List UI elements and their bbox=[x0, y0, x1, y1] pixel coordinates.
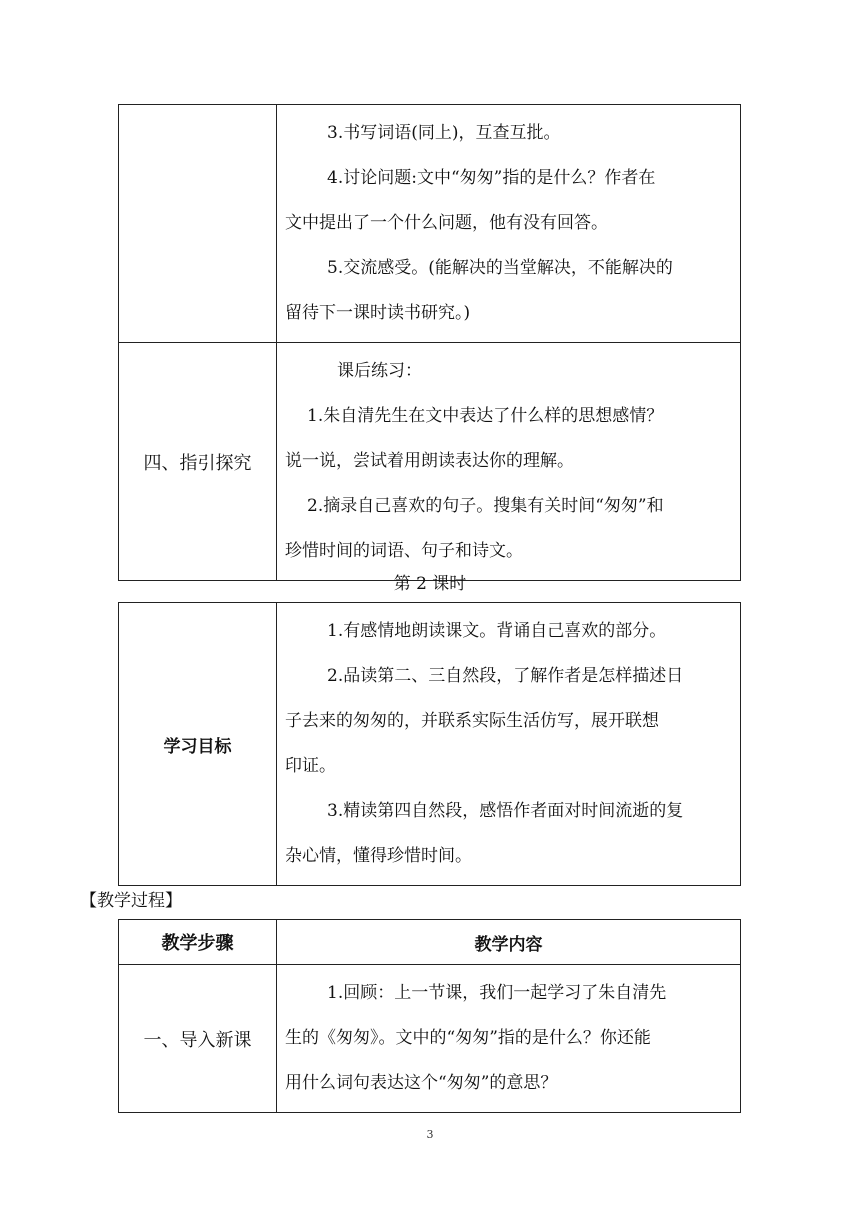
page-number: 3 bbox=[426, 1128, 434, 1141]
content-line: 留待下一课时读书研究。) bbox=[285, 303, 471, 323]
content-cell bbox=[277, 343, 741, 581]
goal-line: 子去来的匆匆的，并联系实际生活仿写，展开联想 bbox=[285, 711, 659, 731]
content-line: 珍惜时间的词语、句子和诗文。 bbox=[285, 541, 523, 561]
step-cell: 一、导入新课 bbox=[119, 965, 277, 1113]
goal-line: 印证。 bbox=[285, 756, 336, 776]
goal-line: 2.品读第二、三自然段，了解作者是怎样描述日 bbox=[327, 666, 684, 686]
header-content: 教学内容 bbox=[277, 920, 741, 965]
goal-line: 杂心情，懂得珍惜时间。 bbox=[285, 846, 472, 866]
content-line: 1.朱自清先生在文中表达了什么样的思想感情？ bbox=[307, 406, 664, 426]
content-line: 课后练习： bbox=[337, 361, 422, 381]
process-heading: 【教学过程】 bbox=[80, 891, 182, 911]
content-line: 3.书写词语(同上)，互查互批。 bbox=[327, 123, 561, 143]
goals-content bbox=[277, 603, 741, 886]
step-cell: 四、指引探究 bbox=[119, 343, 277, 581]
table-row bbox=[119, 343, 741, 581]
table-header-row bbox=[119, 920, 741, 965]
content-line: 生的《匆匆》。文中的“匆匆”指的是什么？你还能 bbox=[285, 1028, 651, 1048]
content-line: 用什么词句表达这个“匆匆”的意思？ bbox=[285, 1073, 558, 1093]
table-row bbox=[119, 965, 741, 1113]
content-line: 1.回顾：上一节课，我们一起学习了朱自清先 bbox=[327, 983, 667, 1003]
content-line: 2.摘录自己喜欢的句子。搜集有关时间“匆匆”和 bbox=[307, 496, 664, 516]
continuation-table bbox=[118, 104, 741, 581]
process-table bbox=[118, 919, 741, 1113]
goal-line: 3.精读第四自然段，感悟作者面对时间流逝的复 bbox=[327, 801, 684, 821]
content-line: 5.交流感受。(能解决的当堂解决，不能解决的 bbox=[327, 258, 673, 278]
table-row bbox=[119, 603, 741, 886]
content-cell bbox=[277, 965, 741, 1113]
goal-line: 1.有感情地朗读课文。背诵自己喜欢的部分。 bbox=[327, 621, 667, 641]
goals-table bbox=[118, 602, 741, 886]
header-step: 教学步骤 bbox=[119, 920, 277, 965]
table-row bbox=[119, 105, 741, 343]
content-line: 说一说，尝试着用朗读表达你的理解。 bbox=[285, 451, 574, 471]
lesson-caption: 第 2 课时 bbox=[393, 574, 467, 594]
content-line: 文中提出了一个什么问题，他有没有回答。 bbox=[285, 213, 608, 233]
content-line: 4.讨论问题:文中“匆匆”指的是什么？作者在 bbox=[327, 168, 656, 188]
step-cell bbox=[119, 105, 277, 343]
goals-label: 学习目标 bbox=[119, 603, 277, 886]
content-cell bbox=[277, 105, 741, 343]
